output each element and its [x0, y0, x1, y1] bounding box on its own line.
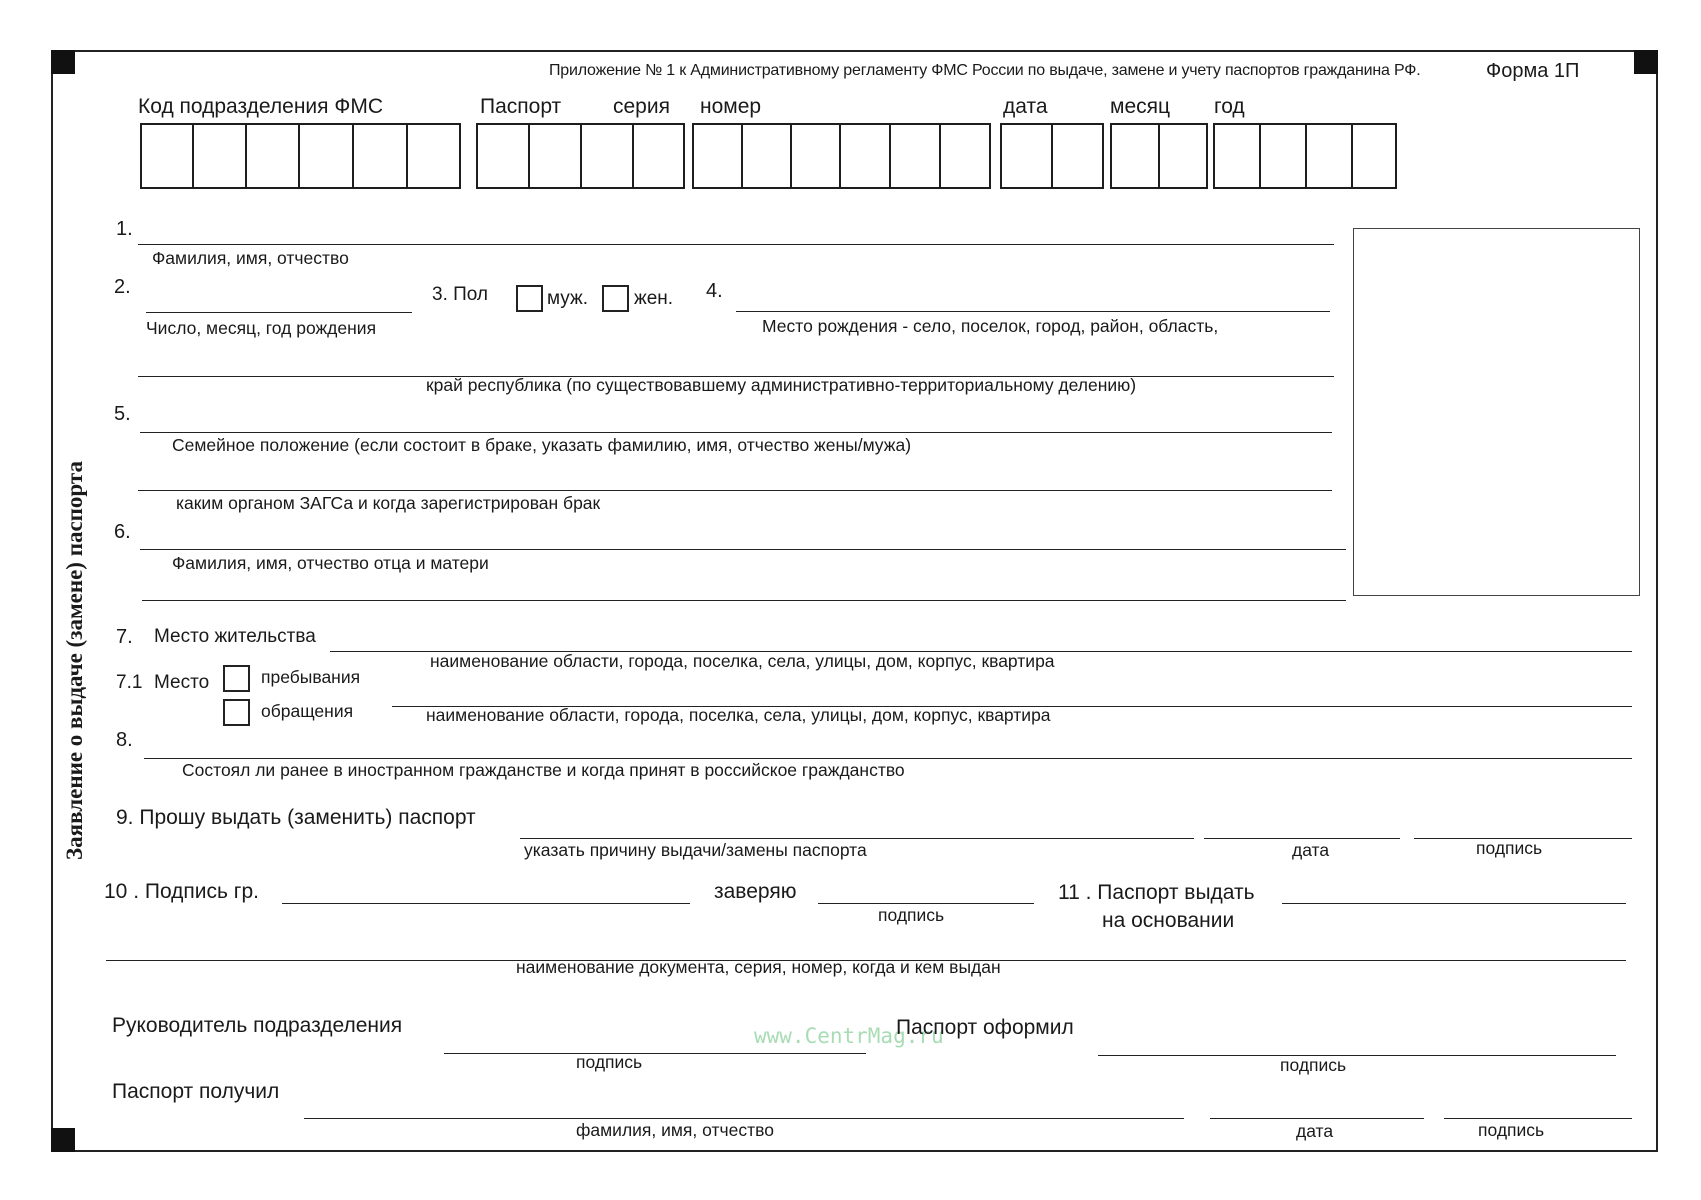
number-cell[interactable]	[839, 123, 891, 189]
citizenship-caption: Состоял ли ранее в иностранном гражданстве и когда принят в российское гражданство	[182, 760, 905, 780]
fms-code-cell[interactable]	[140, 123, 194, 189]
issue-label: 11 . Паспорт выдать	[1058, 881, 1255, 904]
corner-marker-bottom-left	[51, 1128, 75, 1152]
number-label: номер	[700, 95, 762, 118]
series-cell[interactable]	[580, 123, 634, 189]
received-fio-line[interactable]	[304, 1118, 1184, 1119]
fio-caption: Фамилия, имя, отчество	[152, 248, 349, 268]
sex-label: 3. Пол	[432, 284, 489, 305]
received-fio-caption: фамилия, имя, отчество	[576, 1120, 774, 1140]
corner-marker-top-right	[1634, 50, 1658, 74]
parents-line-2[interactable]	[142, 600, 1346, 601]
series-label: серия	[613, 95, 670, 118]
day-label: дата	[1003, 95, 1048, 118]
male-checkbox[interactable]	[516, 285, 543, 312]
fms-code-cell[interactable]	[352, 123, 408, 189]
fio-line[interactable]	[138, 244, 1334, 245]
issue-basis-line[interactable]	[1282, 903, 1626, 904]
watermark: www.CentrMag.ru	[754, 1024, 944, 1048]
received-date-line[interactable]	[1210, 1118, 1424, 1119]
request-signature-caption: подпись	[1476, 838, 1543, 858]
reason-line[interactable]	[520, 838, 1194, 839]
stay-checkbox[interactable]	[223, 665, 250, 692]
month-cell[interactable]	[1110, 123, 1160, 189]
series-cell[interactable]	[632, 123, 685, 189]
birthplace-line[interactable]	[736, 311, 1330, 312]
request-label: 9. Прошу выдать (заменить) паспорт	[116, 806, 476, 829]
form-frame	[51, 50, 1658, 1152]
prepared-signature-line[interactable]	[1098, 1055, 1616, 1056]
place-caption: наименование области, города, поселка, села, улицы, дом, корпус, квартира	[426, 705, 1051, 725]
field-7-number: 7.	[116, 626, 133, 648]
reason-caption: указать причину выдачи/замены паспорта	[524, 840, 867, 860]
marriage-caption: каким органом ЗАГСа и когда зарегистрирован брак	[176, 493, 601, 513]
marriage-line[interactable]	[138, 490, 1332, 491]
fms-code-cell[interactable]	[406, 123, 461, 189]
female-label: жен.	[634, 288, 674, 309]
regulation-header: Приложение № 1 к Административному регламенту ФМС России по выдаче, замене и учету паспортов гражданина РФ.	[549, 62, 1421, 79]
stay-label: пребывания	[261, 667, 361, 687]
marital-line[interactable]	[140, 432, 1332, 433]
year-label: год	[1214, 95, 1245, 118]
series-cell[interactable]	[528, 123, 582, 189]
received-date-caption: дата	[1296, 1121, 1334, 1141]
number-cell[interactable]	[692, 123, 743, 189]
corner-marker-top-left	[51, 50, 75, 74]
fms-code-cell[interactable]	[245, 123, 300, 189]
signature-label: 10 . Подпись гр.	[104, 880, 259, 903]
series-cell[interactable]	[476, 123, 530, 189]
birthplace-caption-2: край республика (по существовавшему административно-территориальному делению)	[426, 375, 1137, 395]
field-4-number: 4.	[706, 280, 723, 302]
field-5-number: 5.	[114, 403, 131, 425]
application-label: обращения	[261, 701, 354, 721]
received-label: Паспорт получил	[112, 1080, 280, 1103]
citizenship-line[interactable]	[144, 758, 1632, 759]
certify-signature-line[interactable]	[818, 903, 1034, 904]
month-label: месяц	[1110, 95, 1171, 118]
prepared-label: Паспорт оформил	[896, 1016, 1074, 1039]
applicant-signature-line[interactable]	[282, 903, 690, 904]
day-cell[interactable]	[1051, 123, 1104, 189]
female-checkbox[interactable]	[602, 285, 629, 312]
year-cell[interactable]	[1213, 123, 1261, 189]
field-7-1-number: 7.1	[116, 672, 143, 693]
birthdate-line[interactable]	[146, 312, 412, 313]
photo-box	[1353, 228, 1640, 596]
parents-caption: Фамилия, имя, отчество отца и матери	[172, 553, 489, 573]
year-cell[interactable]	[1259, 123, 1307, 189]
residence-label: Место жительства	[154, 626, 316, 647]
place-label: Место	[154, 672, 210, 693]
head-label: Руководитель подразделения	[112, 1014, 403, 1037]
day-cell[interactable]	[1000, 123, 1053, 189]
head-signature-caption: подпись	[576, 1052, 643, 1072]
passport-label: Паспорт	[480, 95, 562, 118]
fms-code-label: Код подразделения ФМС	[138, 95, 383, 118]
year-cell[interactable]	[1305, 123, 1353, 189]
marital-caption: Семейное положение (если состоит в браке, указать фамилию, имя, отчество жены/мужа)	[172, 435, 912, 455]
parents-line[interactable]	[140, 549, 1346, 550]
request-date-line[interactable]	[1204, 838, 1400, 839]
birthplace-caption: Место рождения - село, поселок, город, район, область,	[762, 316, 1219, 336]
field-2-number: 2.	[114, 276, 131, 298]
birthdate-caption: Число, месяц, год рождения	[146, 318, 377, 338]
number-cell[interactable]	[889, 123, 941, 189]
form-name: Форма 1П	[1486, 60, 1580, 82]
field-1-number: 1.	[116, 218, 133, 240]
received-signature-line[interactable]	[1444, 1118, 1632, 1119]
side-title: Заявление о выдаче (замене) паспорта	[62, 461, 87, 860]
application-checkbox[interactable]	[223, 699, 250, 726]
fms-code-cell[interactable]	[192, 123, 247, 189]
year-cell[interactable]	[1351, 123, 1397, 189]
fms-code-cell[interactable]	[298, 123, 354, 189]
prepared-signature-caption: подпись	[1280, 1055, 1347, 1075]
document-caption: наименование документа, серия, номер, когда и кем выдан	[516, 957, 1001, 977]
male-label: муж.	[547, 288, 588, 309]
month-cell[interactable]	[1158, 123, 1208, 189]
certify-label: заверяю	[714, 880, 797, 903]
head-signature-line[interactable]	[444, 1053, 866, 1054]
field-8-number: 8.	[116, 729, 133, 751]
received-signature-caption: подпись	[1478, 1120, 1545, 1140]
certify-signature-caption: подпись	[878, 905, 945, 925]
issue-label-2: на основании	[1102, 909, 1235, 932]
number-cell[interactable]	[939, 123, 991, 189]
field-6-number: 6.	[114, 521, 131, 543]
number-cell[interactable]	[741, 123, 792, 189]
residence-caption: наименование области, города, поселка, села, улицы, дом, корпус, квартира	[430, 651, 1055, 671]
number-cell[interactable]	[790, 123, 841, 189]
request-date-caption: дата	[1292, 840, 1330, 860]
